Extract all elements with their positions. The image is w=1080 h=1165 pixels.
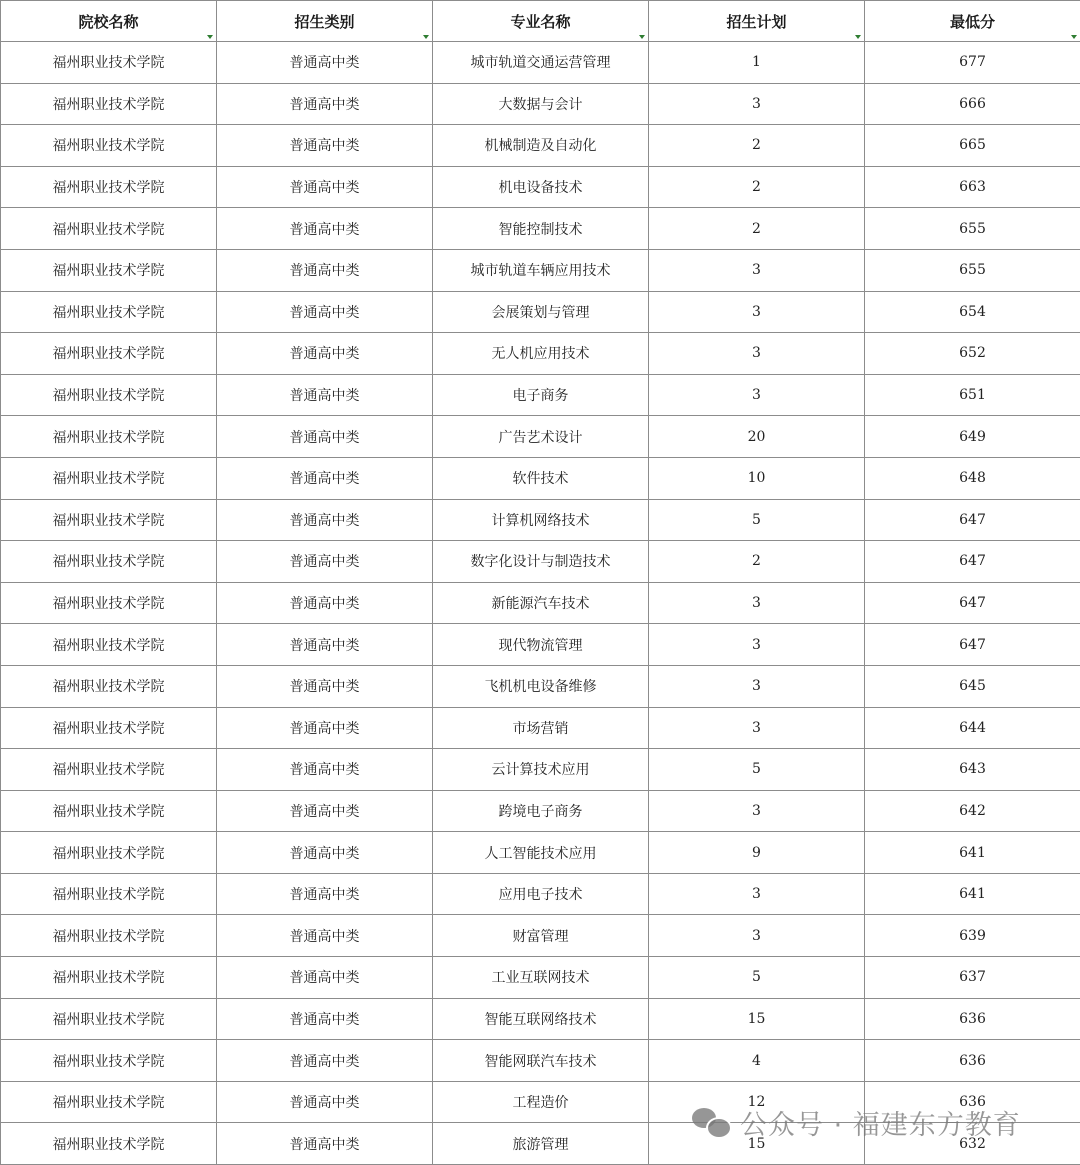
filter-dropdown-icon[interactable] <box>423 35 429 39</box>
cell-school[interactable]: 福州职业技术学院 <box>1 208 217 250</box>
col-header-major[interactable] <box>433 1 649 42</box>
cell-school[interactable]: 福州职业技术学院 <box>1 457 217 499</box>
cell-plan[interactable]: 2 <box>649 208 865 250</box>
cell-major[interactable]: 会展策划与管理 <box>433 291 649 333</box>
table-row <box>1 707 1080 749</box>
cell-category[interactable]: 普通高中类 <box>217 333 433 375</box>
cell-major[interactable]: 飞机机电设备维修 <box>433 665 649 707</box>
cell-major[interactable]: 应用电子技术 <box>433 873 649 915</box>
cell-school[interactable]: 福州职业技术学院 <box>1 707 217 749</box>
cell-school[interactable]: 福州职业技术学院 <box>1 499 217 541</box>
cell-category[interactable]: 普通高中类 <box>217 291 433 333</box>
cell-min-score[interactable]: 647 <box>865 624 1080 666</box>
cell-category[interactable]: 普通高中类 <box>217 83 433 125</box>
cell-school[interactable]: 福州职业技术学院 <box>1 83 217 125</box>
cell-plan[interactable]: 5 <box>649 957 865 999</box>
cell-min-score[interactable]: 648 <box>865 457 1080 499</box>
header-row <box>1 1 1080 42</box>
cell-min-score[interactable]: 636 <box>865 1040 1080 1082</box>
cell-major[interactable]: 数字化设计与制造技术 <box>433 541 649 583</box>
cell-min-score[interactable]: 644 <box>865 707 1080 749</box>
cell-plan[interactable]: 20 <box>649 416 865 458</box>
cell-min-score[interactable]: 663 <box>865 166 1080 208</box>
table-row <box>1 665 1080 707</box>
cell-major[interactable]: 工业互联网技术 <box>433 957 649 999</box>
cell-school[interactable]: 福州职业技术学院 <box>1 873 217 915</box>
table-row <box>1 208 1080 250</box>
cell-school[interactable]: 福州职业技术学院 <box>1 998 217 1040</box>
table-row <box>1 1123 1080 1165</box>
filter-dropdown-icon[interactable] <box>855 35 861 39</box>
cell-category[interactable]: 普通高中类 <box>217 873 433 915</box>
table-row <box>1 42 1080 84</box>
cell-min-score[interactable]: 641 <box>865 832 1080 874</box>
cell-major[interactable]: 智能网联汽车技术 <box>433 1040 649 1082</box>
cell-plan[interactable]: 10 <box>649 457 865 499</box>
filter-dropdown-icon[interactable] <box>639 35 645 39</box>
cell-min-score[interactable]: 647 <box>865 499 1080 541</box>
table-row <box>1 457 1080 499</box>
cell-min-score[interactable]: 637 <box>865 957 1080 999</box>
cell-school[interactable]: 福州职业技术学院 <box>1 957 217 999</box>
cell-category[interactable]: 普通高中类 <box>217 832 433 874</box>
table-row <box>1 166 1080 208</box>
cell-school[interactable]: 福州职业技术学院 <box>1 374 217 416</box>
cell-category[interactable]: 普通高中类 <box>217 624 433 666</box>
cell-category[interactable]: 普通高中类 <box>217 541 433 583</box>
cell-major[interactable]: 财富管理 <box>433 915 649 957</box>
cell-plan[interactable]: 3 <box>649 624 865 666</box>
cell-plan[interactable]: 15 <box>649 998 865 1040</box>
cell-min-score[interactable]: 639 <box>865 915 1080 957</box>
table-body <box>1 42 1080 1165</box>
col-header-min-score[interactable] <box>865 1 1080 42</box>
col-header-plan[interactable] <box>649 1 865 42</box>
cell-major[interactable]: 电子商务 <box>433 374 649 416</box>
cell-plan[interactable]: 1 <box>649 42 865 84</box>
cell-school[interactable]: 福州职业技术学院 <box>1 249 217 291</box>
cell-min-score[interactable]: 643 <box>865 749 1080 791</box>
col-header-label: 专业名称 <box>510 12 571 31</box>
table-row <box>1 957 1080 999</box>
cell-major[interactable]: 大数据与会计 <box>433 83 649 125</box>
cell-min-score[interactable]: 647 <box>865 582 1080 624</box>
cell-major[interactable]: 云计算技术应用 <box>433 749 649 791</box>
cell-major[interactable]: 广告艺术设计 <box>433 416 649 458</box>
cell-category[interactable]: 普通高中类 <box>217 665 433 707</box>
cell-plan[interactable]: 3 <box>649 915 865 957</box>
cell-major[interactable]: 工程造价 <box>433 1081 649 1123</box>
cell-category[interactable]: 普通高中类 <box>217 208 433 250</box>
cell-school[interactable]: 福州职业技术学院 <box>1 790 217 832</box>
cell-major[interactable]: 计算机网络技术 <box>433 499 649 541</box>
cell-plan[interactable]: 12 <box>649 1081 865 1123</box>
cell-category[interactable]: 普通高中类 <box>217 499 433 541</box>
table-row <box>1 1040 1080 1082</box>
cell-min-score[interactable]: 647 <box>865 541 1080 583</box>
cell-school[interactable]: 福州职业技术学院 <box>1 582 217 624</box>
cell-category[interactable]: 普通高中类 <box>217 1040 433 1082</box>
cell-min-score[interactable]: 665 <box>865 125 1080 167</box>
table-row <box>1 624 1080 666</box>
cell-category[interactable]: 普通高中类 <box>217 416 433 458</box>
table-row <box>1 83 1080 125</box>
cell-major[interactable]: 城市轨道交通运营管理 <box>433 42 649 84</box>
watermark-text: 公众号 · 福建东方教育 <box>740 1109 1021 1141</box>
cell-school[interactable]: 福州职业技术学院 <box>1 42 217 84</box>
cell-major[interactable]: 机械制造及自动化 <box>433 125 649 167</box>
table-row <box>1 125 1080 167</box>
cell-min-score[interactable]: 655 <box>865 208 1080 250</box>
cell-min-score[interactable]: 632 <box>865 1123 1080 1165</box>
cell-plan[interactable]: 9 <box>649 832 865 874</box>
cell-school[interactable]: 福州职业技术学院 <box>1 665 217 707</box>
col-header-category[interactable] <box>217 1 433 42</box>
cell-plan[interactable]: 3 <box>649 333 865 375</box>
cell-major[interactable]: 智能控制技术 <box>433 208 649 250</box>
cell-min-score[interactable]: 645 <box>865 665 1080 707</box>
cell-category[interactable]: 普通高中类 <box>217 125 433 167</box>
cell-min-score[interactable]: 654 <box>865 291 1080 333</box>
cell-major[interactable]: 市场营销 <box>433 707 649 749</box>
cell-category[interactable]: 普通高中类 <box>217 957 433 999</box>
filter-dropdown-icon[interactable] <box>207 35 213 39</box>
table-row <box>1 499 1080 541</box>
col-header-school[interactable] <box>1 1 217 42</box>
cell-category[interactable]: 普通高中类 <box>217 707 433 749</box>
cell-plan[interactable]: 3 <box>649 665 865 707</box>
cell-min-score[interactable]: 641 <box>865 873 1080 915</box>
table-row <box>1 1081 1080 1123</box>
cell-plan[interactable]: 3 <box>649 249 865 291</box>
table-row <box>1 249 1080 291</box>
cell-category[interactable]: 普通高中类 <box>217 1081 433 1123</box>
table-row <box>1 291 1080 333</box>
cell-category[interactable]: 普通高中类 <box>217 582 433 624</box>
cell-min-score[interactable]: 649 <box>865 416 1080 458</box>
cell-category[interactable]: 普通高中类 <box>217 457 433 499</box>
cell-min-score[interactable]: 651 <box>865 374 1080 416</box>
cell-school[interactable]: 福州职业技术学院 <box>1 416 217 458</box>
cell-plan[interactable]: 3 <box>649 790 865 832</box>
col-header-label: 最低分 <box>949 12 995 31</box>
table-row <box>1 541 1080 583</box>
col-header-label: 招生计划 <box>726 12 787 31</box>
cell-plan[interactable]: 3 <box>649 291 865 333</box>
cell-major[interactable]: 人工智能技术应用 <box>433 832 649 874</box>
cell-min-score[interactable]: 677 <box>865 42 1080 84</box>
col-header-label: 院校名称 <box>78 12 139 31</box>
cell-major[interactable]: 无人机应用技术 <box>433 333 649 375</box>
cell-major[interactable]: 智能互联网络技术 <box>433 998 649 1040</box>
table-row <box>1 333 1080 375</box>
cell-school[interactable]: 福州职业技术学院 <box>1 125 217 167</box>
cell-school[interactable]: 福州职业技术学院 <box>1 1123 217 1165</box>
cell-min-score[interactable]: 666 <box>865 83 1080 125</box>
cell-category[interactable]: 普通高中类 <box>217 374 433 416</box>
cell-school[interactable]: 福州职业技术学院 <box>1 291 217 333</box>
cell-plan[interactable]: 5 <box>649 749 865 791</box>
cell-school[interactable]: 福州职业技术学院 <box>1 1081 217 1123</box>
cell-plan[interactable]: 15 <box>649 1123 865 1165</box>
table-row <box>1 582 1080 624</box>
cell-min-score[interactable]: 655 <box>865 249 1080 291</box>
cell-plan[interactable]: 5 <box>649 499 865 541</box>
cell-category[interactable]: 普通高中类 <box>217 998 433 1040</box>
table-row <box>1 790 1080 832</box>
cell-plan[interactable]: 3 <box>649 582 865 624</box>
cell-school[interactable]: 福州职业技术学院 <box>1 915 217 957</box>
table-row <box>1 998 1080 1040</box>
cell-category[interactable]: 普通高中类 <box>217 249 433 291</box>
cell-plan[interactable]: 3 <box>649 707 865 749</box>
cell-plan[interactable]: 2 <box>649 166 865 208</box>
cell-plan[interactable]: 2 <box>649 125 865 167</box>
cell-major[interactable]: 城市轨道车辆应用技术 <box>433 249 649 291</box>
cell-school[interactable]: 福州职业技术学院 <box>1 832 217 874</box>
cell-category[interactable]: 普通高中类 <box>217 42 433 84</box>
cell-min-score[interactable]: 636 <box>865 998 1080 1040</box>
cell-major[interactable]: 新能源汽车技术 <box>433 582 649 624</box>
cell-min-score[interactable]: 652 <box>865 333 1080 375</box>
table-row <box>1 416 1080 458</box>
cell-plan[interactable]: 3 <box>649 374 865 416</box>
table-row <box>1 832 1080 874</box>
cell-school[interactable]: 福州职业技术学院 <box>1 749 217 791</box>
cell-major[interactable]: 旅游管理 <box>433 1123 649 1165</box>
table-row <box>1 915 1080 957</box>
cell-school[interactable]: 福州职业技术学院 <box>1 541 217 583</box>
cell-school[interactable]: 福州职业技术学院 <box>1 624 217 666</box>
cell-major[interactable]: 跨境电子商务 <box>433 790 649 832</box>
cell-category[interactable]: 普通高中类 <box>217 166 433 208</box>
cell-major[interactable]: 机电设备技术 <box>433 166 649 208</box>
table-row <box>1 374 1080 416</box>
cell-school[interactable]: 福州职业技术学院 <box>1 333 217 375</box>
cell-min-score[interactable]: 636 <box>865 1081 1080 1123</box>
cell-min-score[interactable]: 642 <box>865 790 1080 832</box>
table-row <box>1 749 1080 791</box>
cell-category[interactable]: 普通高中类 <box>217 1123 433 1165</box>
cell-school[interactable]: 福州职业技术学院 <box>1 166 217 208</box>
cell-category[interactable]: 普通高中类 <box>217 749 433 791</box>
cell-plan[interactable]: 4 <box>649 1040 865 1082</box>
cell-plan[interactable]: 2 <box>649 541 865 583</box>
cell-category[interactable]: 普通高中类 <box>217 790 433 832</box>
col-header-label: 招生类别 <box>294 12 355 31</box>
cell-school[interactable]: 福州职业技术学院 <box>1 1040 217 1082</box>
cell-plan[interactable]: 3 <box>649 83 865 125</box>
filter-dropdown-icon[interactable] <box>1071 35 1077 39</box>
cell-major[interactable]: 现代物流管理 <box>433 624 649 666</box>
cell-major[interactable]: 软件技术 <box>433 457 649 499</box>
cell-plan[interactable]: 3 <box>649 873 865 915</box>
table-row <box>1 873 1080 915</box>
cell-category[interactable]: 普通高中类 <box>217 915 433 957</box>
